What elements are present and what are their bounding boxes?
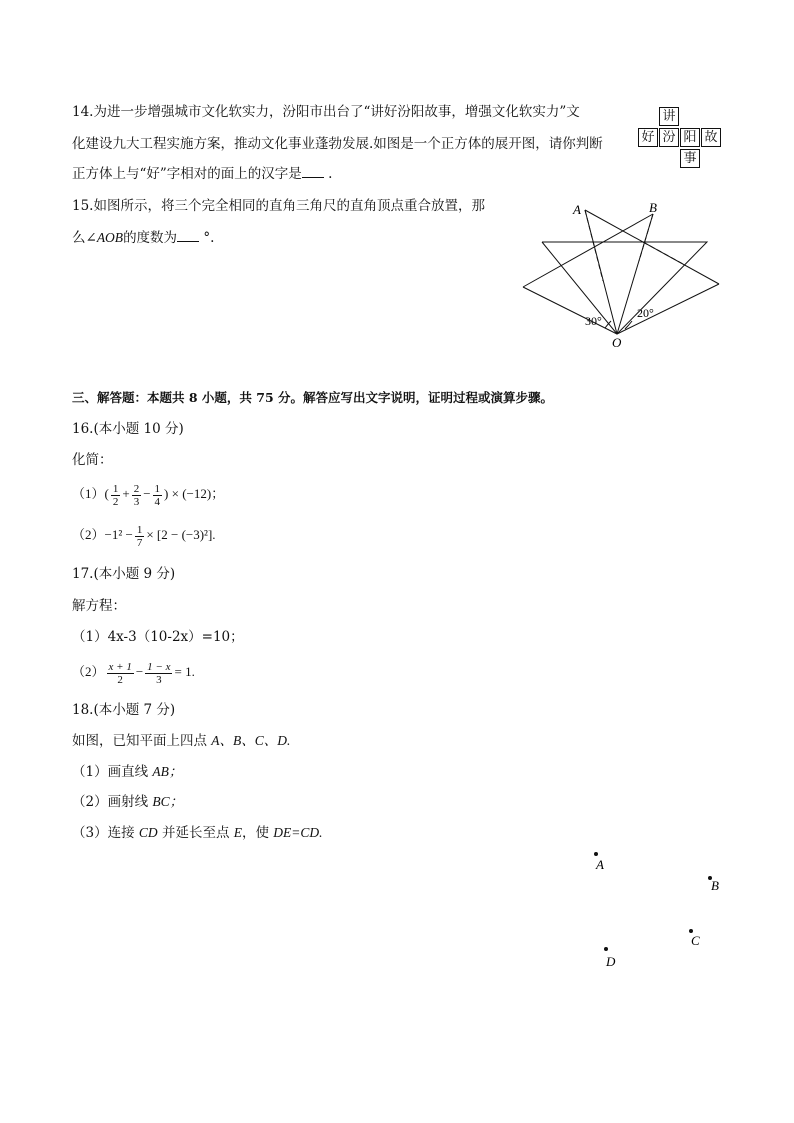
denominator: 2 <box>117 673 123 686</box>
numerator: 2 <box>133 482 140 495</box>
label-point-d: D <box>606 954 616 969</box>
q14-line2: 化建设九大工程实施方案，推动文化事业蓬勃发展.如图是一个正方体的展开图，请你判断 <box>72 136 603 152</box>
point-d <box>604 947 608 951</box>
denominator: 4 <box>154 495 161 508</box>
denominator: 3 <box>156 673 162 686</box>
q16-p1-open: ( <box>104 486 109 501</box>
triangle-right-base <box>617 284 719 334</box>
angle-arc-left <box>605 321 611 328</box>
label-b: B <box>649 200 657 215</box>
cube-face-top: 讲 <box>659 107 679 126</box>
label-point-b: B <box>711 878 719 893</box>
q18-p3-a: （3）连接 <box>72 825 139 841</box>
q17-title: 17.(本小题 9 分) <box>72 566 176 582</box>
q16-p1-label: （1） <box>72 486 105 501</box>
q18-p1-text: （1）画直线 <box>72 764 153 780</box>
denominator: 2 <box>112 495 119 508</box>
denominator: 7 <box>136 536 143 549</box>
triangle-left-leg <box>523 214 653 287</box>
q18-p1-var: AB； <box>152 764 183 779</box>
plus-sign: + <box>122 486 130 501</box>
fraction <box>153 483 163 508</box>
q18-p3-c: ，使 <box>242 825 274 841</box>
fraction <box>132 483 142 508</box>
label-point-a: A <box>596 857 604 872</box>
cube-face-left: 好 <box>638 128 658 147</box>
q15-degree: °. <box>203 230 215 246</box>
q17-part1 <box>72 628 244 646</box>
q18-part3 <box>72 824 323 842</box>
q16-p1-tail: ) × (−12)； <box>164 486 225 501</box>
q15-text: 的度数为 <box>123 230 178 246</box>
q18-intro-text: 如图，已知平面上四点 <box>72 733 212 749</box>
q16-instruction: 化简： <box>72 452 113 468</box>
q18-p2-var: BC； <box>152 794 184 809</box>
q18-intro <box>72 732 290 750</box>
q18-p2-text: （2）画射线 <box>72 794 153 810</box>
triangle-left <box>523 287 617 334</box>
q18-p3-b: 并延长至点 <box>157 825 234 841</box>
numerator: 1 <box>154 482 161 495</box>
q16-part2 <box>72 520 216 550</box>
q18-points: A、B、C、D. <box>211 733 291 748</box>
q18-title: 18.(本小题 7 分) <box>72 702 176 718</box>
label-point-c: C <box>691 933 700 948</box>
q17-p2-tail: = 1. <box>174 664 195 679</box>
q14-line1: 14.为进一步增强城市文化软实力，汾阳市出台了“讲好汾阳故事，增强文化软实力”文 <box>72 104 580 120</box>
cube-face-right: 故 <box>701 128 721 147</box>
cube-face-c2: 汾 <box>659 128 679 147</box>
angle-label-30: 30° <box>585 314 602 328</box>
numerator: 1 <box>136 523 143 536</box>
q14-line3-text: 正方体上与“好”字相对的面上的汉字是 <box>72 166 302 182</box>
numerator: 1 <box>112 482 119 495</box>
numerator: 1 − x <box>147 660 171 673</box>
fraction <box>111 483 121 508</box>
q14-line3 <box>72 165 332 183</box>
q17-instruction: 解方程： <box>72 598 126 614</box>
q17-part2 <box>72 657 195 687</box>
fraction <box>107 661 134 686</box>
q15-line2 <box>72 229 214 247</box>
q18-p3-e: E <box>233 825 242 840</box>
cube-face-bottom: 事 <box>680 149 700 168</box>
numerator: x + 1 <box>108 660 132 673</box>
fraction <box>145 661 172 686</box>
angle-label-20: 20° <box>637 306 654 320</box>
q18-part1 <box>72 763 182 781</box>
minus-sign: − <box>135 664 144 679</box>
q17-p2-label: （2） <box>72 664 105 679</box>
cube-net-figure <box>638 107 722 169</box>
q18-part2 <box>72 793 183 811</box>
four-points-figure <box>580 845 730 970</box>
section3-heading: 三、解答题：本题共 8 小题，共 75 分。解答应写出文字说明，证明过程或演算步骤。 <box>72 390 554 405</box>
point-a <box>594 852 598 856</box>
minus-sign: − <box>143 486 151 501</box>
q14-line3-end: . <box>328 166 333 182</box>
denominator: 3 <box>133 495 140 508</box>
q17-p1-label: （1） <box>72 629 108 645</box>
q16-title: 16.(本小题 10 分) <box>72 421 184 437</box>
label-o: O <box>612 335 622 350</box>
q16-part1 <box>72 479 224 509</box>
q15-angle-prefix: 么∠ <box>72 230 97 246</box>
q15-line1: 15.如图所示，将三个完全相同的直角三角尺的直角顶点重合放置，那 <box>72 198 485 214</box>
q16-p2-tail: × [2 − (−3)²]. <box>146 527 216 542</box>
cube-face-c3: 阳 <box>680 128 700 147</box>
q18-p3-cd: CD <box>138 825 158 840</box>
q18-p3-eq: DE=CD. <box>273 825 323 840</box>
answer-blank <box>302 165 324 178</box>
q16-p2-head: −1² − <box>104 527 133 542</box>
triangles-figure <box>515 197 730 352</box>
q16-p2-label: （2） <box>72 527 105 542</box>
fraction <box>135 524 145 549</box>
q15-angle-var: AOB <box>96 230 124 245</box>
answer-blank <box>177 229 199 242</box>
q17-p1-equation: 4x-3（10-2x）=10； <box>107 629 244 645</box>
triangle-middle <box>542 242 707 334</box>
label-a: A <box>573 202 581 217</box>
